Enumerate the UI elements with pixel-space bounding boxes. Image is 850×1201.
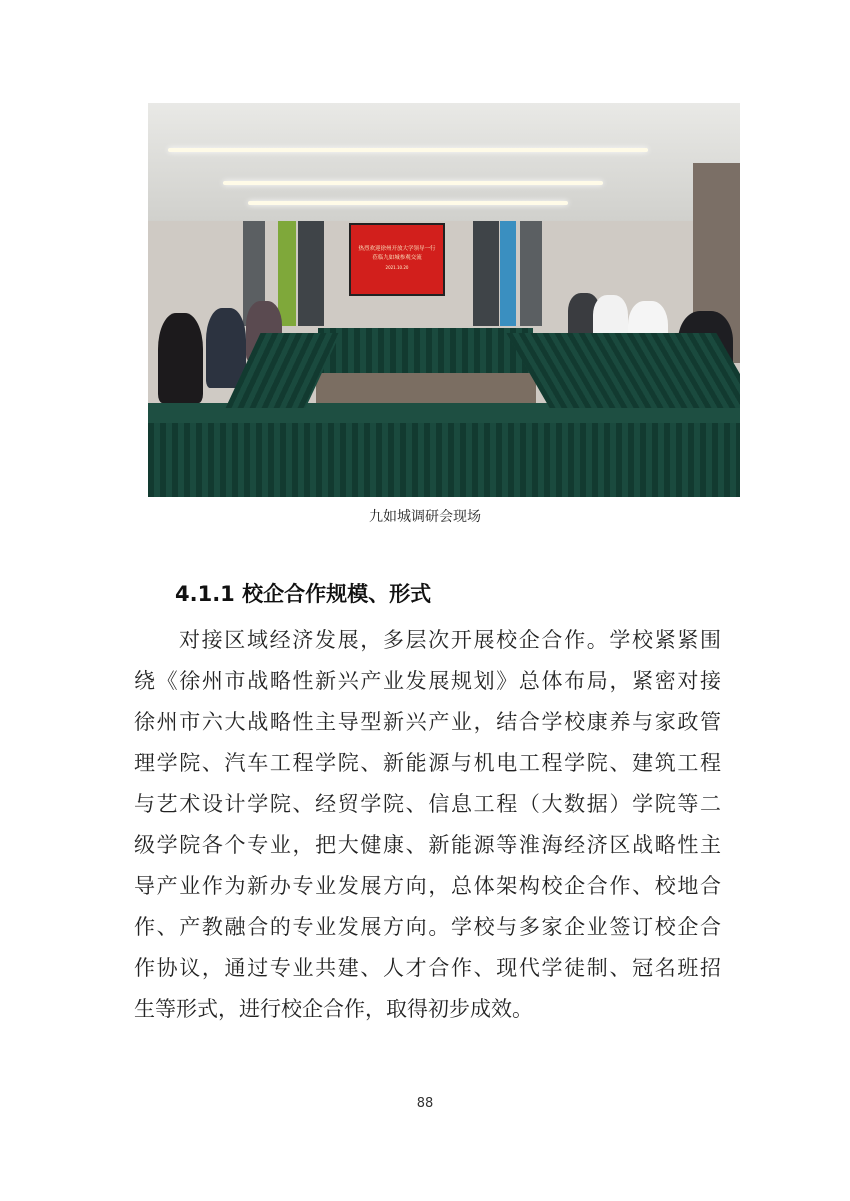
banner-text: 莅临九如城参观交流 [372,255,422,261]
banner-date: 2021.10.20 [385,265,409,270]
wall-panel [500,221,516,326]
wall-panel [520,221,542,326]
wall-panel [278,221,296,326]
paragraph-line: 作协议，通过专业共建、人才合作、现代学徒制、冠名班招 [134,956,721,980]
welcome-screen [349,223,445,296]
table-skirt [318,328,533,373]
paragraph-line: 与艺术设计学院、经贸学院、信息工程（大数据）学院等二 [134,792,721,816]
paragraph-line: 对接区域经济发展，多层次开展校企合作。学校紧紧围 [179,628,721,652]
paragraph-line: 级学院各个专业，把大健康、新能源等淮海经济区战略性主 [134,833,721,857]
paragraph-line: 生等形式，进行校企合作，取得初步成效。 [134,997,533,1021]
paragraph-line: 理学院、汽车工程学院、新能源与机电工程学院、建筑工程 [134,751,721,775]
paragraph-line: 作、产教融合的专业发展方向。学校与多家企业签订校企合 [134,915,721,939]
paragraph-line: 徐州市六大战略性主导型新兴产业，结合学校康养与家政管 [134,710,721,734]
ceiling [148,103,740,228]
ceiling-light [248,201,568,205]
ceiling-light [223,181,603,185]
photo-caption: 九如城调研会现场 [369,509,481,525]
section-heading: 4.1.1 校企合作规模、形式 [175,582,432,606]
paragraph-line: 绕《徐州市战略性新兴产业发展规划》总体布局，紧密对接 [134,669,721,693]
person [158,313,203,403]
banner-text: 热烈欢迎徐州开放大学领导一行 [358,246,436,252]
meeting-room-photo [148,103,740,497]
wall-panel [298,221,324,326]
wall-panel [473,221,499,326]
ceiling-light [168,148,648,152]
table-skirt [148,423,740,497]
page-number: 88 [416,1096,434,1111]
body-paragraph [134,620,721,1030]
paragraph-line: 导产业作为新办专业发展方向，总体架构校企合作、校地合 [134,874,721,898]
